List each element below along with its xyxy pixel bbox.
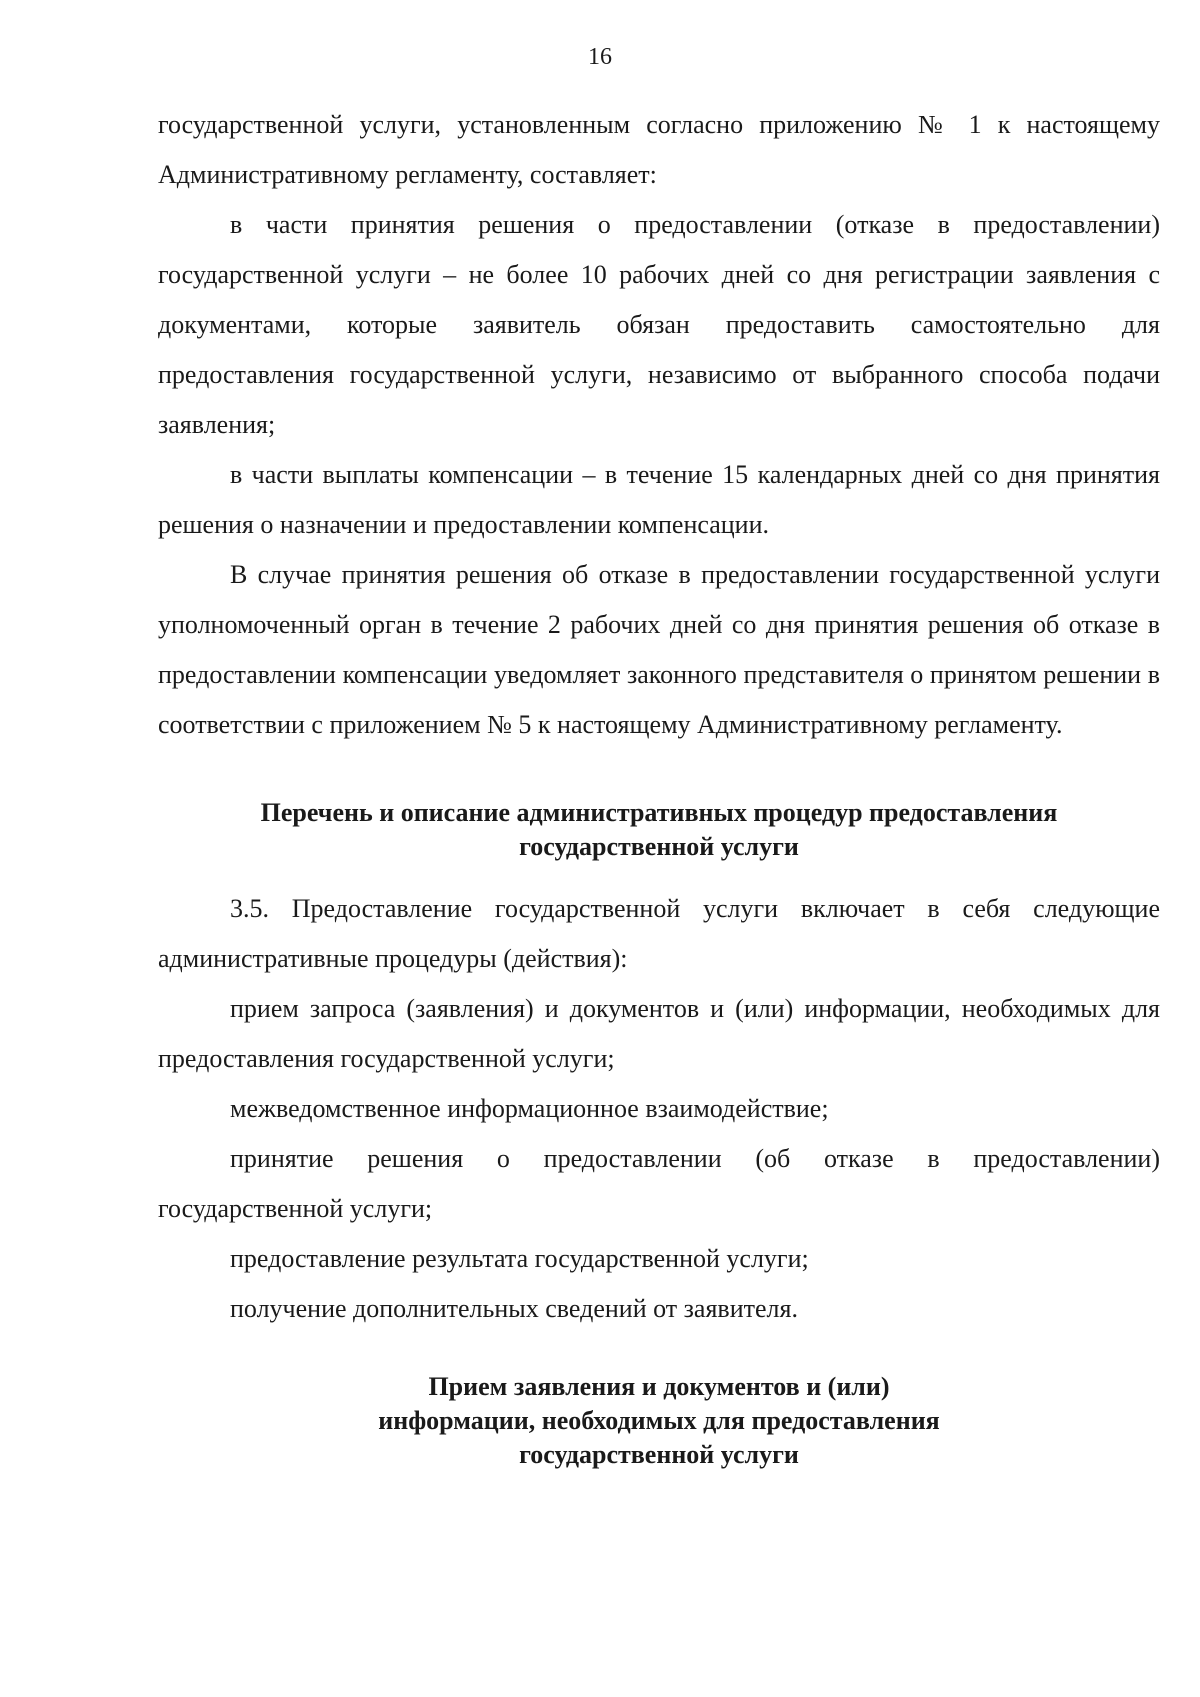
list-item-decision: принятие решения о предоставлении (об отказе в предоставлении) государственной услуги; <box>158 1144 1160 1223</box>
list-item-result: предоставление результата государственной услуги; <box>230 1244 809 1273</box>
paragraph-payment-term: в части выплаты компенсации – в течение 15 календарных дней со дня принятия решения о назначении и предоставлении компенсации. <box>158 460 1160 539</box>
document-body <box>158 100 1160 1472</box>
paragraph-decision-term: в части принятия решения о предоставлении (отказе в предоставлении) государственной услуги – не более 10 рабочих дней со дня регистрации заявления с документами, которые заявитель обязан предоставить самостоятельно для предоставления государственной услуги, независимо от выбранного способа подачи заявления; <box>158 210 1160 439</box>
paragraph-procedures-intro: 3.5. Предоставление государственной услуги включает в себя следующие административные процедуры (действия): <box>158 894 1160 973</box>
paragraph-refusal-notice: В случае принятия решения об отказе в предоставлении государственной услуги уполномоченный орган в течение 2 рабочих дней со дня принятия решения об отказе в предоставлении компенсации уведомляет законного представителя о принятом решении в соответствии с приложением № 5 к настоящему Административному регламенту. <box>158 560 1160 739</box>
paragraph-continuation: государственной услуги, установленным согласно приложению № 1 к настоящему Административному регламенту, составляет: <box>158 110 1160 189</box>
list-item-receipt: прием запроса (заявления) и документов и (или) информации, необходимых для предоставления государственной услуги; <box>158 994 1160 1073</box>
page-number: 16 <box>588 44 612 70</box>
section-heading-application-receipt: Прием заявления и документов и (или) информации, необходимых для предоставления государственной услуги <box>378 1372 940 1469</box>
section-heading-procedures: Перечень и описание административных процедур предоставления государственной услуги <box>260 798 1058 861</box>
list-item-interagency: межведомственное информационное взаимодействие; <box>230 1094 829 1123</box>
list-item-additional-info: получение дополнительных сведений от заявителя. <box>230 1294 798 1323</box>
